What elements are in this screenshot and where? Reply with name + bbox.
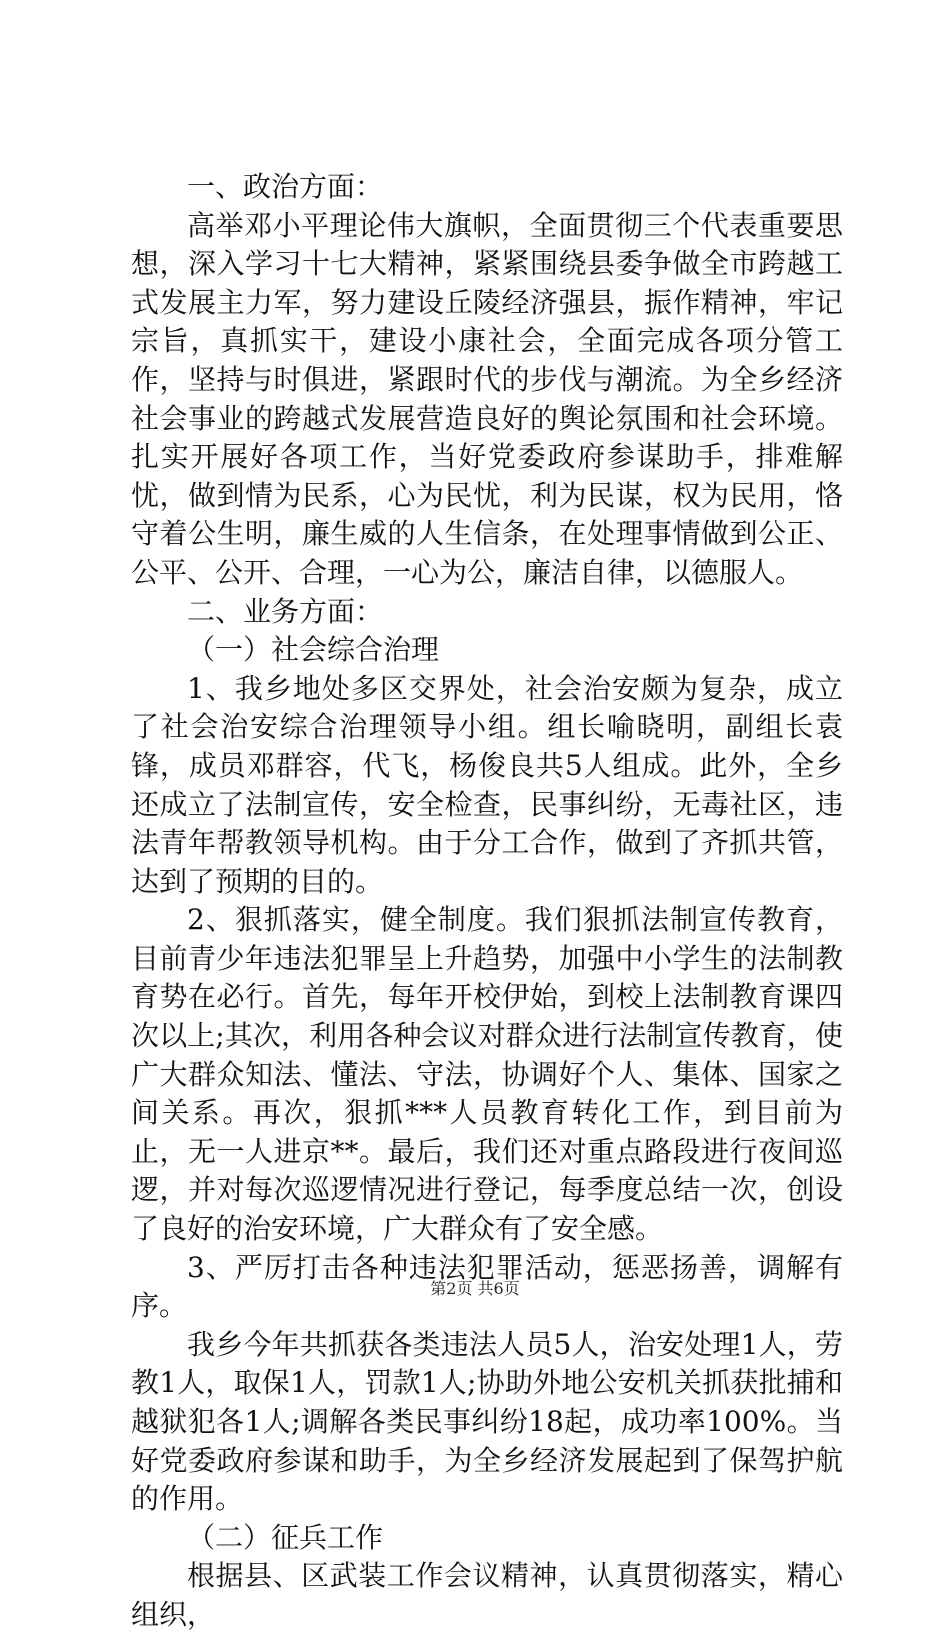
section-heading-business: 二、业务方面：: [187, 594, 384, 628]
paragraph-politics: 高举邓小平理论伟大旗帜，全面贯彻三个代表重要思想，深入学习十七大精神，紧紧围绕县委争做全市跨越工式发展主力军，努力建设丘陵经济强县，振作精神，牢记宗旨，真抓实干，建设小康社会，全面完成各项分管工作，坚持与时俱进，紧跟时代的步伐与潮流。为全乡经济社会事业的跨越式发展营造良好的舆论氛围和社会环境。扎实开展好各项工作，当好党委政府参谋助手，排难解忧，做到情为民系，心为民忧，利为民谋，权为民用，恪守着公生明，廉生威的人生信条，在处理事情做到公正、公平、公开、合理，一心为公，廉洁自律，以德服人。: [131, 208, 843, 589]
paragraph-item-1: 1、我乡地处多区交界处，社会治安颇为复杂，成立了社会治安综合治理领导小组。组长喻晓明，副组长袁锋，成员邓群容，代飞，杨俊良共5人组成。此外，全乡还成立了法制宣传，安全检查，民事纠纷，无毒社区，违法青年帮教领导机构。由于分工合作，做到了齐抓共管，达到了预期的目的。: [131, 671, 843, 898]
paragraph-conscription: 根据县、区武装工作会议精神，认真贯彻落实，精心组织，: [131, 1559, 843, 1631]
subsection-heading-social-governance: （一）社会综合治理: [187, 633, 440, 667]
document-body: [131, 168, 843, 1635]
section-heading-politics: 一、政治方面：: [187, 170, 384, 203]
paragraph-item-3: 3、严厉打击各种违法犯罪活动，惩恶扬善，调解有序。: [131, 1250, 843, 1323]
subsection-heading-conscription: （二）征兵工作: [187, 1520, 384, 1554]
paragraph-item-2: 2、狠抓落实，健全制度。我们狠抓法制宣传教育，目前青少年违法犯罪呈上升趋势，加强中小学生的法制教育势在必行。首先，每年开校伊始，到校上法制教育课四次以上;其次，利用各种会议对群众进行法制宣传教育，使广大群众知法、懂法、守法，协调好个人、集体、国家之间关系。再次，狠抓***人员教育转化工作，到目前为止，无一人进京**。最后，我们还对重点路段进行夜间巡逻，并对每次巡逻情况进行登记，每季度总结一次，创设了良好的治安环境，广大群众有了安全感。: [131, 903, 843, 1246]
paragraph-statistics: 我乡今年共抓获各类违法人员5人，治安处理1人，劳教1人，取保1人，罚款1人;协助外地公安机关抓获批捕和越狱犯各1人;调解各类民事纠纷18起，成功率100%。当好党委政府参谋和助手，为全乡经济发展起到了保驾护航的作用。: [131, 1327, 843, 1516]
page-number-footer: 第2页 共6页: [430, 1279, 520, 1298]
